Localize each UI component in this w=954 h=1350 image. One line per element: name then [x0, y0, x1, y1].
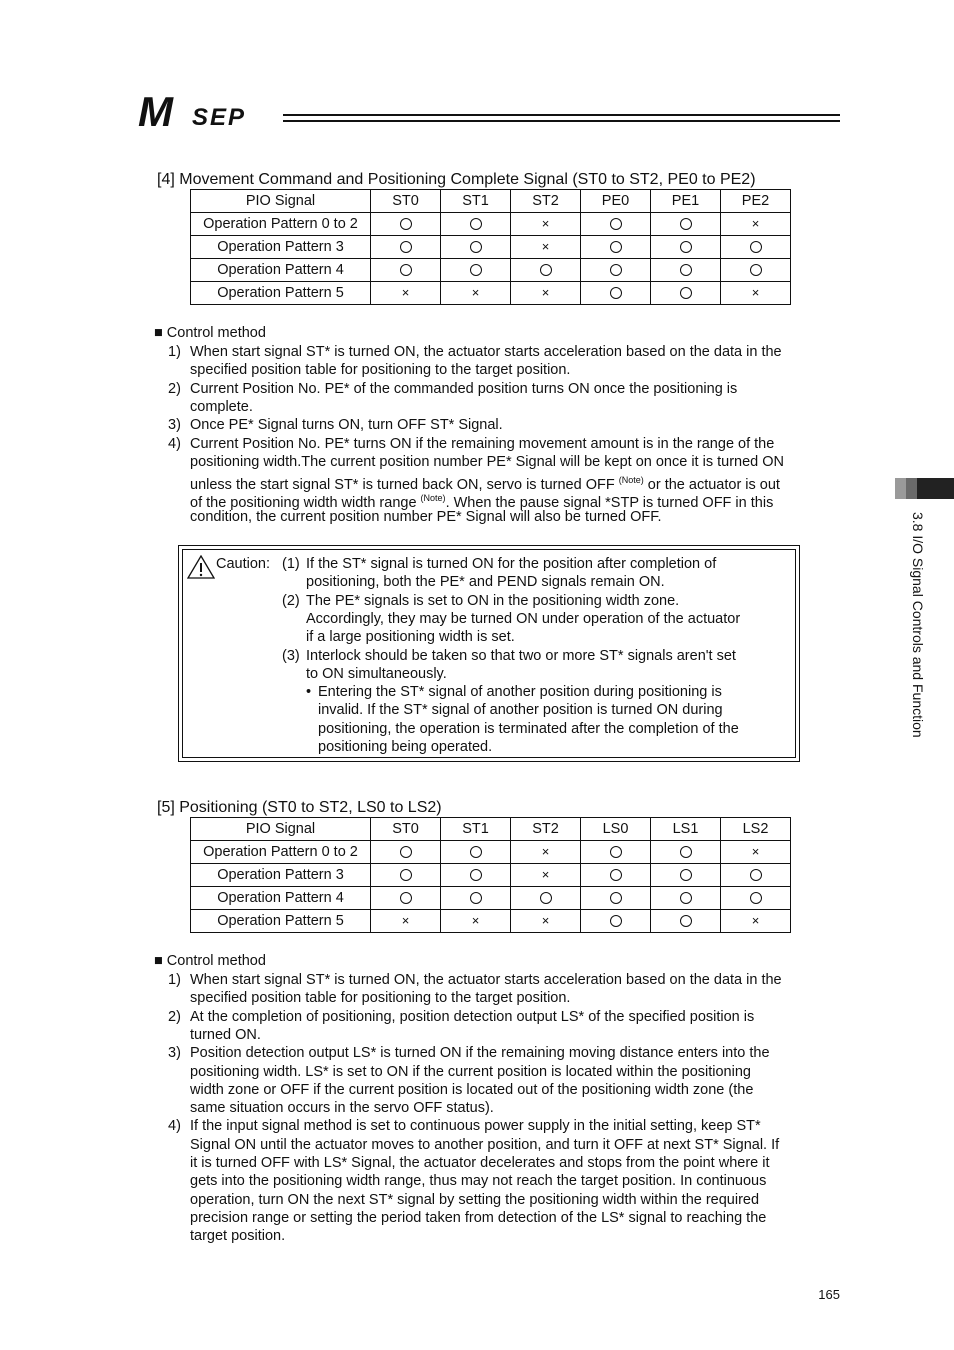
circle-mark-icon — [610, 892, 622, 904]
side-tab-mid — [906, 478, 917, 499]
signal-cell — [511, 864, 581, 887]
circle-mark-icon — [470, 218, 482, 230]
circle-mark-icon — [610, 869, 622, 881]
circle-mark-icon — [400, 846, 412, 858]
control-list-4 — [168, 343, 858, 533]
signal-cell — [651, 213, 721, 236]
circle-mark-icon — [540, 264, 552, 276]
signal-cell — [721, 213, 791, 236]
text-span: unless the start signal ST* is turned back ON, servo is turned OFF — [190, 476, 619, 493]
signal-cell — [581, 259, 651, 282]
logo-m: M — [138, 88, 171, 135]
table-row — [191, 887, 791, 910]
item-text-line: width zone or OFF if the current position is located out of the positioning width zone (the — [190, 1081, 754, 1098]
note-superscript: (Note) — [420, 493, 446, 504]
section-5-title: [5] Positioning (ST0 to ST2, LS0 to LS2) — [157, 799, 442, 816]
signal-cell — [651, 259, 721, 282]
signal-cell — [581, 910, 651, 933]
column-header: LS2 — [721, 818, 791, 841]
signal-cell — [581, 841, 651, 864]
circle-mark-icon — [400, 264, 412, 276]
signal-cell — [581, 236, 651, 259]
text-span: of the positioning width width range — [190, 495, 421, 512]
circle-mark-icon — [680, 869, 692, 881]
circle-mark-icon — [470, 846, 482, 858]
item-number: 3) — [168, 1045, 181, 1062]
side-tab-light — [895, 478, 906, 499]
cross-mark-icon: × — [541, 867, 550, 882]
page-number: 165 — [818, 1287, 840, 1302]
item-text-line: operation, turn ON the next ST* signal by setting the positioning width within the required — [190, 1191, 760, 1208]
caution-point-number: (3) — [282, 647, 300, 664]
signal-cell — [511, 259, 581, 282]
signal-cell — [651, 864, 721, 887]
signal-cell — [721, 282, 791, 305]
row-label: Operation Pattern 0 to 2 — [191, 841, 371, 864]
circle-mark-icon — [750, 264, 762, 276]
caution-text-line: if a large positioning width is set. — [306, 629, 515, 646]
item-number: 2) — [168, 1008, 181, 1025]
column-header: ST0 — [371, 818, 441, 841]
caution-text-line: Interlock should be taken so that two or more ST* signals aren't set — [306, 647, 736, 664]
circle-mark-icon — [750, 241, 762, 253]
cross-mark-icon: × — [751, 844, 760, 859]
item-text-line: positioning width. LS* is set to ON if the current position is located within the positioning — [190, 1063, 751, 1080]
table-row — [191, 910, 791, 933]
cross-mark-icon: × — [541, 285, 550, 300]
circle-mark-icon — [400, 218, 412, 230]
signal-cell — [651, 910, 721, 933]
signal-cell — [371, 864, 441, 887]
column-header: PIO Signal — [191, 190, 371, 213]
signal-cell — [511, 910, 581, 933]
signal-cell — [371, 282, 441, 305]
caution-box — [178, 545, 800, 762]
column-header: PE2 — [721, 190, 791, 213]
signal-cell — [511, 213, 581, 236]
text-span: or the actuator is out — [643, 476, 780, 493]
item-text-line: precision range or setting the period taken from detection of the LS* signal to reaching the — [190, 1209, 767, 1226]
signal-cell — [581, 213, 651, 236]
control-list-5 — [168, 971, 858, 1251]
column-header: LS0 — [581, 818, 651, 841]
caution-text-line: to ON simultaneously. — [306, 665, 447, 682]
logo-sep: SEP — [192, 104, 247, 131]
item-number: 3) — [168, 417, 181, 434]
item-text-line: specified position table for positioning to the target position. — [190, 362, 571, 379]
circle-mark-icon — [680, 241, 692, 253]
caution-point-number: (1) — [282, 556, 300, 572]
signal-cell — [441, 910, 511, 933]
signal-cell — [651, 887, 721, 910]
signal-cell — [721, 841, 791, 864]
table-header-row — [191, 818, 791, 841]
item-number: 2) — [168, 380, 181, 397]
section-4-title: [4] Movement Command and Positioning Complete Signal (ST0 to ST2, PE0 to PE2) — [157, 171, 756, 188]
caution-text-line: positioning, both the PE* and PEND signals remain ON. — [306, 574, 665, 591]
signal-cell — [371, 887, 441, 910]
item-text-line: positioning width.The current position number PE* Signal will be kept on once it is turned ON — [190, 453, 785, 470]
signal-cell — [651, 236, 721, 259]
signal-cell — [371, 259, 441, 282]
circle-mark-icon — [610, 287, 622, 299]
caution-label: Caution: — [216, 556, 271, 572]
column-header: ST0 — [371, 190, 441, 213]
item-text-line: If the input signal method is set to continuous power supply in the initial setting, keep ST* — [190, 1118, 761, 1135]
caution-bullet-line: Entering the ST* signal of another position during positioning is — [318, 684, 722, 701]
signal-cell — [441, 282, 511, 305]
column-header: LS1 — [651, 818, 721, 841]
text-span: . When the pause signal *STP is turned OFF in this — [445, 495, 774, 512]
item-number: 1) — [168, 972, 181, 988]
circle-mark-icon — [680, 218, 692, 230]
caution-points — [282, 555, 792, 755]
column-header: PE0 — [581, 190, 651, 213]
circle-mark-icon — [470, 892, 482, 904]
circle-mark-icon — [610, 915, 622, 927]
cross-mark-icon: × — [401, 285, 410, 300]
signal-cell — [441, 213, 511, 236]
item-text-line: When start signal ST* is turned ON, the actuator starts acceleration based on the data in the — [190, 344, 782, 360]
circle-mark-icon — [680, 892, 692, 904]
signal-table-ls — [190, 817, 791, 933]
circle-mark-icon — [400, 892, 412, 904]
circle-mark-icon — [750, 892, 762, 904]
table-row — [191, 841, 791, 864]
circle-mark-icon — [470, 241, 482, 253]
row-label: Operation Pattern 3 — [191, 236, 371, 259]
circle-mark-icon — [400, 869, 412, 881]
cross-mark-icon: × — [751, 216, 760, 231]
circle-mark-icon — [470, 869, 482, 881]
signal-cell — [511, 236, 581, 259]
signal-table-pe — [190, 189, 791, 305]
table-row — [191, 213, 791, 236]
circle-mark-icon — [680, 915, 692, 927]
table-row — [191, 864, 791, 887]
column-header: PE1 — [651, 190, 721, 213]
signal-cell — [651, 841, 721, 864]
item-text-line: specified position table for positioning to the target position. — [190, 990, 571, 1007]
item-text-line: When start signal ST* is turned ON, the actuator starts acceleration based on the data in the — [190, 972, 782, 988]
column-header: ST1 — [441, 190, 511, 213]
warning-triangle-icon — [187, 555, 215, 579]
row-label: Operation Pattern 5 — [191, 282, 371, 305]
signal-cell — [721, 887, 791, 910]
item-text-line: complete. — [190, 398, 253, 415]
cross-mark-icon: × — [751, 285, 760, 300]
item-text-line: condition, the current position number PE* Signal will also be turned OFF. — [190, 508, 662, 525]
table-header-row — [191, 190, 791, 213]
signal-cell — [441, 864, 511, 887]
item-text-line: At the completion of positioning, position detection output LS* of the specified position is — [190, 1008, 755, 1025]
column-header: ST2 — [511, 818, 581, 841]
cross-mark-icon: × — [541, 216, 550, 231]
cross-mark-icon: × — [471, 285, 480, 300]
signal-cell — [441, 236, 511, 259]
circle-mark-icon — [540, 892, 552, 904]
caution-text-line: If the ST* signal is turned ON for the position after completion of — [306, 556, 717, 572]
circle-mark-icon — [470, 264, 482, 276]
header-rule-top — [283, 114, 840, 116]
circle-mark-icon — [750, 869, 762, 881]
cross-mark-icon: × — [471, 913, 480, 928]
item-number: 1) — [168, 344, 181, 360]
column-header: ST1 — [441, 818, 511, 841]
caution-text-line: Accordingly, they may be turned ON under operation of the actuator — [306, 610, 741, 627]
cross-mark-icon: × — [541, 844, 550, 859]
chapter-side-label: 3.8 I/O Signal Controls and Function — [910, 512, 926, 738]
signal-cell — [581, 887, 651, 910]
item-text-line: Current Position No. PE* of the commanded position turns ON once the positioning is — [190, 380, 738, 397]
cross-mark-icon: × — [401, 913, 410, 928]
item-text-line: Position detection output LS* is turned ON if the remaining moving distance enters into the — [190, 1045, 770, 1062]
control-heading-5: ■ Control method — [154, 953, 266, 969]
cross-mark-icon: × — [751, 913, 760, 928]
signal-cell — [441, 259, 511, 282]
signal-cell — [651, 282, 721, 305]
circle-mark-icon — [610, 846, 622, 858]
item-text-line: it is turned OFF with LS* Signal, the actuator decelerates and stops from the point where it — [190, 1155, 770, 1171]
cross-mark-icon: × — [541, 239, 550, 254]
item-text-line: turned ON. — [190, 1026, 261, 1043]
signal-cell — [511, 841, 581, 864]
item-text-line: gets into the positioning width range, thus may not reach the target position. In continuous — [190, 1173, 767, 1190]
circle-mark-icon — [680, 287, 692, 299]
cross-mark-icon: × — [541, 913, 550, 928]
item-number: 4) — [168, 435, 181, 452]
row-label: Operation Pattern 5 — [191, 910, 371, 933]
circle-mark-icon — [680, 264, 692, 276]
signal-cell — [721, 910, 791, 933]
row-label: Operation Pattern 3 — [191, 864, 371, 887]
circle-mark-icon — [610, 264, 622, 276]
row-label: Operation Pattern 4 — [191, 887, 371, 910]
table-row — [191, 282, 791, 305]
circle-mark-icon — [610, 241, 622, 253]
note-superscript: (Note) — [618, 475, 644, 486]
column-header: ST2 — [511, 190, 581, 213]
signal-cell — [581, 282, 651, 305]
bullet-icon: • — [306, 684, 312, 701]
caution-point-number: (2) — [282, 592, 300, 609]
item-text-line: target position. — [190, 1228, 286, 1245]
signal-cell — [441, 887, 511, 910]
circle-mark-icon — [680, 846, 692, 858]
caution-bullet-line: positioning being operated. — [318, 739, 493, 755]
signal-cell — [371, 910, 441, 933]
circle-mark-icon — [610, 218, 622, 230]
signal-cell — [511, 282, 581, 305]
signal-cell — [721, 864, 791, 887]
item-text-line: Once PE* Signal turns ON, turn OFF ST* Signal. — [190, 417, 503, 434]
signal-cell — [371, 213, 441, 236]
caution-bullet-line: invalid. If the ST* signal of another position is turned ON during — [318, 702, 723, 719]
header-rule-bottom — [283, 120, 840, 122]
item-number: 4) — [168, 1118, 181, 1135]
signal-cell — [721, 259, 791, 282]
caution-bullet-line: positioning, the operation is terminated after the completion of the — [318, 720, 739, 737]
item-text-line: same situation occurs in the servo OFF status). — [190, 1100, 494, 1117]
item-text-line: Signal ON until the actuator moves to another position, and turn it OFF at next ST* Signal. If — [190, 1136, 780, 1153]
signal-cell — [371, 841, 441, 864]
signal-cell — [581, 864, 651, 887]
signal-cell — [441, 841, 511, 864]
item-text-line: Current Position No. PE* turns ON if the remaining movement amount is in the range of the — [190, 435, 775, 452]
table-row — [191, 259, 791, 282]
circle-mark-icon — [400, 241, 412, 253]
signal-cell — [721, 236, 791, 259]
control-heading-4: ■ Control method — [154, 325, 266, 341]
side-tab-dark — [917, 478, 954, 499]
caution-text-line: The PE* signals is set to ON in the positioning width zone. — [306, 592, 680, 609]
row-label: Operation Pattern 0 to 2 — [191, 213, 371, 236]
signal-cell — [371, 236, 441, 259]
row-label: Operation Pattern 4 — [191, 259, 371, 282]
column-header: PIO Signal — [191, 818, 371, 841]
signal-cell — [511, 887, 581, 910]
table-row — [191, 236, 791, 259]
